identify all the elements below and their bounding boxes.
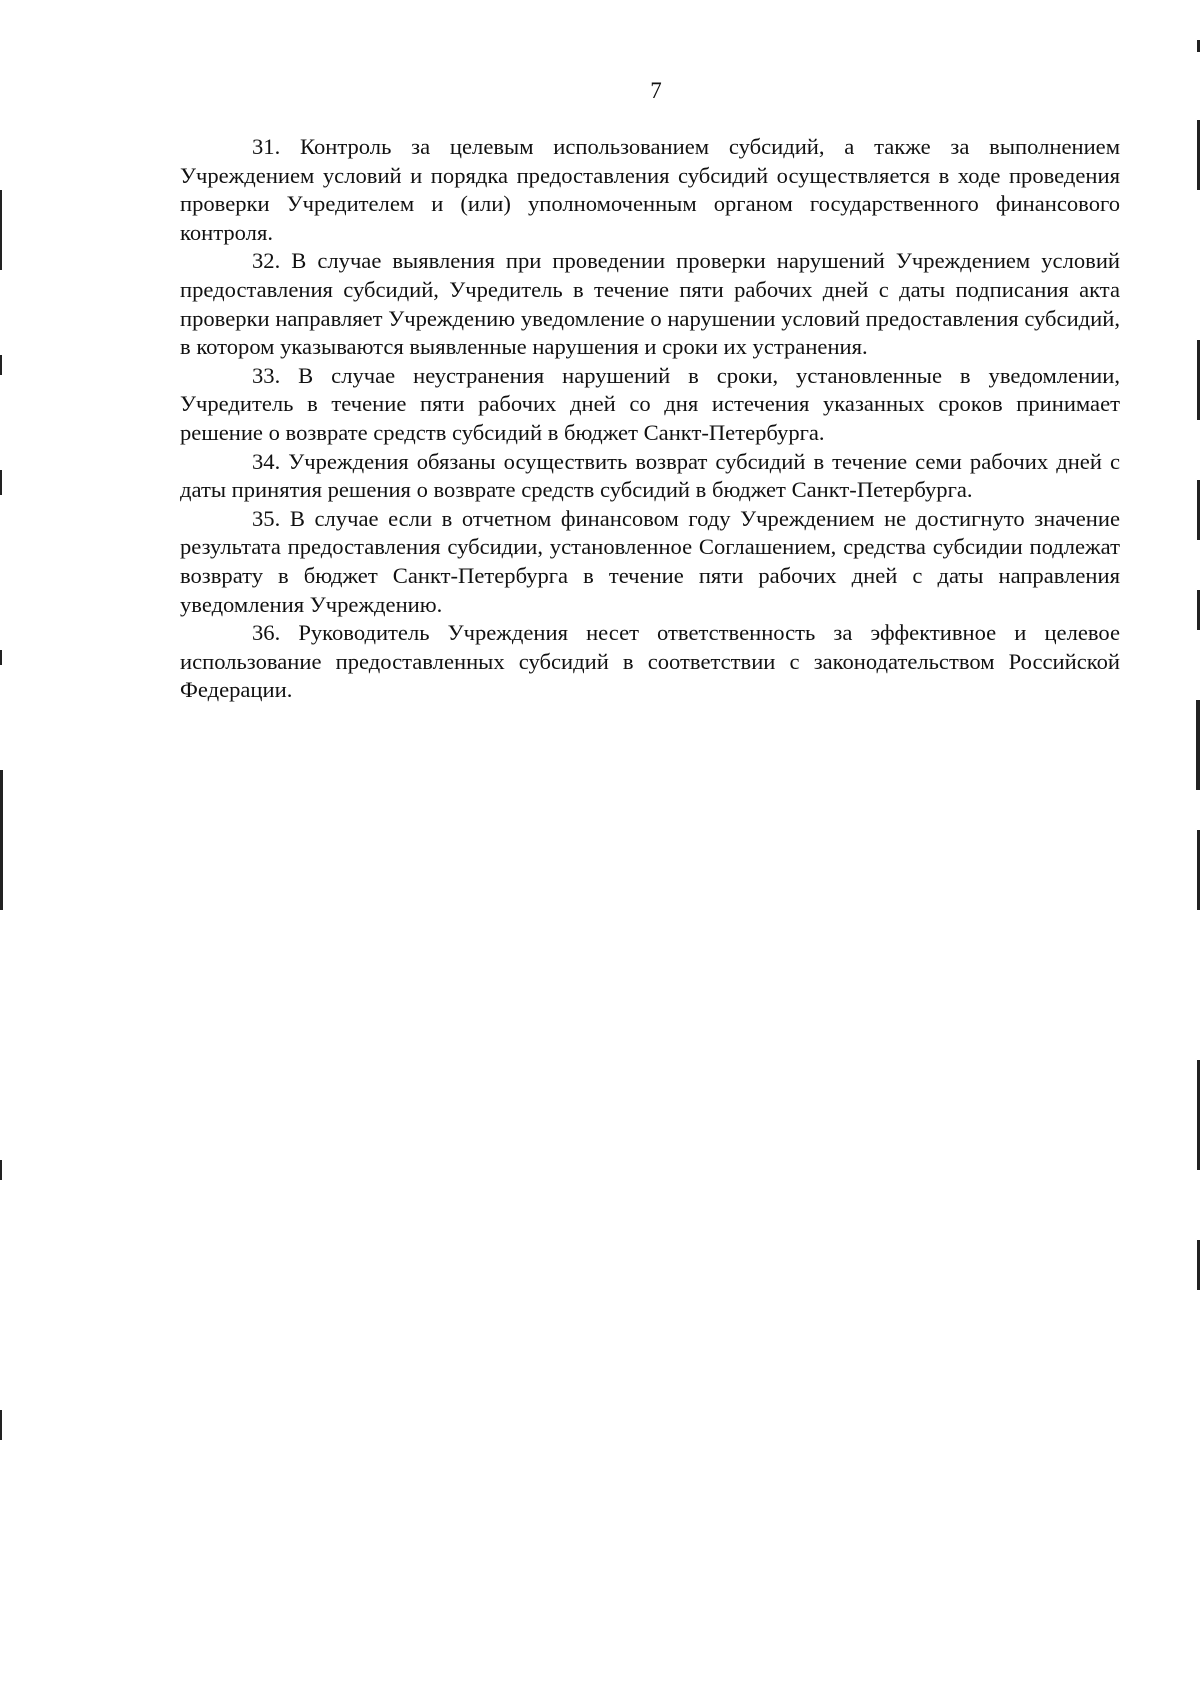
page-number: 7 — [650, 78, 662, 103]
paragraph-35: 35. В случае если в отчетном финансовом году Учреждением не достигнуто значение результата предоставления субсидии, установленное Соглашением, средства субсидии подлежат возврату в бюджет Санкт-Петербурга в течение пяти рабочих дней с даты направления уведомления Учреждению. — [180, 505, 1120, 617]
paragraph-36: 36. Руководитель Учреждения несет ответственность за эффективное и целевое использование предоставленных субсидий в соответствии с законодательством Российской Федерации. — [180, 620, 1120, 703]
document-body — [180, 133, 1120, 705]
paragraph-31: 31. Контроль за целевым использованием субсидий, а также за выполнением Учреждением условий и порядка предоставления субсидий осуществляется в ходе проведения проверки Учредителем и (или) уполномоченным органом государственного финансового контроля. — [180, 134, 1120, 245]
paragraph-33: 33. В случае неустранения нарушений в сроки, установленные в уведомлении, Учредитель в течение пяти рабочих дней со дня истечения указанных сроков принимает решение о возврате средств субсидий в бюджет Санкт-Петербурга. — [180, 362, 1120, 445]
paragraph-34: 34. Учреждения обязаны осуществить возврат субсидий в течение семи рабочих дней с даты принятия решения о возврате средств субсидий в бюджет Санкт-Петербурга. — [180, 448, 1120, 503]
scan-edge-left — [0, 0, 4, 1697]
scan-edge-right — [1192, 0, 1200, 1697]
paragraph-32: 32. В случае выявления при проведении проверки нарушений Учреждением условий предоставления субсидий, Учредитель в течение пяти рабочих дней с даты подписания акта проверки направляет Учреждению уведомление о нарушении условий предоставления субсидий, в котором указываются выявленные нарушения и сроки их устранения. — [180, 248, 1120, 360]
